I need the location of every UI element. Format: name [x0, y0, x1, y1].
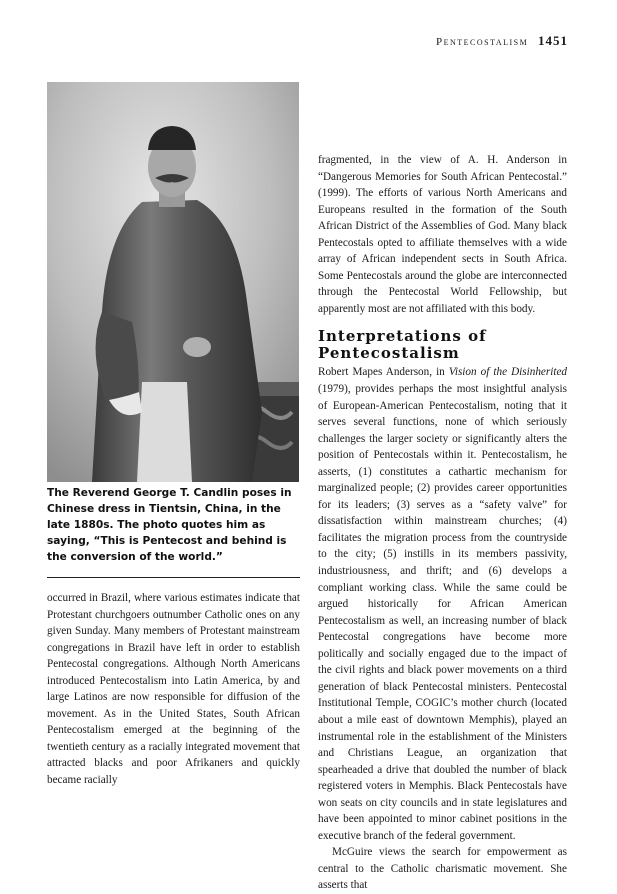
running-head [436, 33, 568, 49]
section-heading: Interpretations of Pentecostalism [318, 327, 487, 363]
caption-divider [47, 577, 300, 578]
running-head-title: Pentecostalism [435, 36, 529, 48]
p2-body: (1979), provides perhaps the most insightful analysis of European-American Pentecostalism, noting that it serves several functions, none of which seriously challenges the larger society or significantly alters the position of Pentecostals within it. Pentecostalism, he asserts, (1) constitutes a cathartic mechanism for marginalized people; (2) provides career opportunities for its leaders; (3) serves as a “safety valve” for dissatisfaction within mainstream churches; (4) facilitates the migration process from the countryside to the city; (5) instills in its members passivity, industriousness, and thrift; and (6) develops a compliant working class. While the same could be argued historically for African American Pentecostalism as well, an increasing number of black Pentecostal congregations have become more politically and socially engaged due to the impact of the civil rights and black power movements on a third generation of black Pentecostal ministers. Pentecostal Institutional Temple, COGIC’s mother church (located about a mile east of downtown Memphis), played an instrumental role in the establishment of the Ministers and Christians League, an organization that spearheaded a drive that doubled the number of black registered voters in Memphis. Black Pentecostals have won seats on city councils and in state legislatures and have been appointed to minor cabinet positions in the executive branch of the federal government. [318, 383, 567, 842]
portrait-photo-image [47, 82, 299, 482]
photo-caption: The Reverend George T. Candlin poses in Chinese dress in Tientsin, China, in the late 1880s. The photo quotes him as saying, “This is Pentecost and behind is the conversion of the world.” [47, 487, 292, 563]
left-column-paragraph: occurred in Brazil, where various estimates indicate that Protestant churchgoers outnumber Catholic ones on any given Sunday. Many members of Protestant mainstream congregations in Brazil have left in order to establish Pentecostal congregations. Although North Americans introduced Pentecostalism into Latin America, by and large Latinos are now responsible for diffusion of the movement. As in the United States, South African Pentecostalism emerged at the beginning of the twentieth century as a racially integrated movement that attracted blacks and poor Afrikaners and quickly became racially [47, 592, 300, 787]
right-column [318, 152, 567, 894]
page-number: 1451 [538, 33, 568, 48]
book-title: Vision of the Disinherited [448, 366, 568, 379]
left-column [47, 590, 300, 789]
portrait-photo [47, 82, 299, 482]
right-paragraph-3: McGuire views the search for empowerment as central to the Catholic charismatic movement. She asserts that [318, 846, 567, 892]
p2-lead: Robert Mapes Anderson, in [318, 366, 449, 379]
right-paragraph-1: fragmented, in the view of A. H. Anderson in “Dangerous Memories for South African Pentecostal.” (1999). The efforts of various North Americans and Europeans resulted in the formation of the South African District of the Assemblies of God. Many black Pentecostals opted to affiliate themselves with a wide array of African independent sects in South Africa. Some Pentecostals around the globe are interconnected through the Pentecostal World Fellowship, but apparently most are not affiliated with this body. [318, 154, 567, 315]
right-paragraph-2 [318, 364, 567, 844]
